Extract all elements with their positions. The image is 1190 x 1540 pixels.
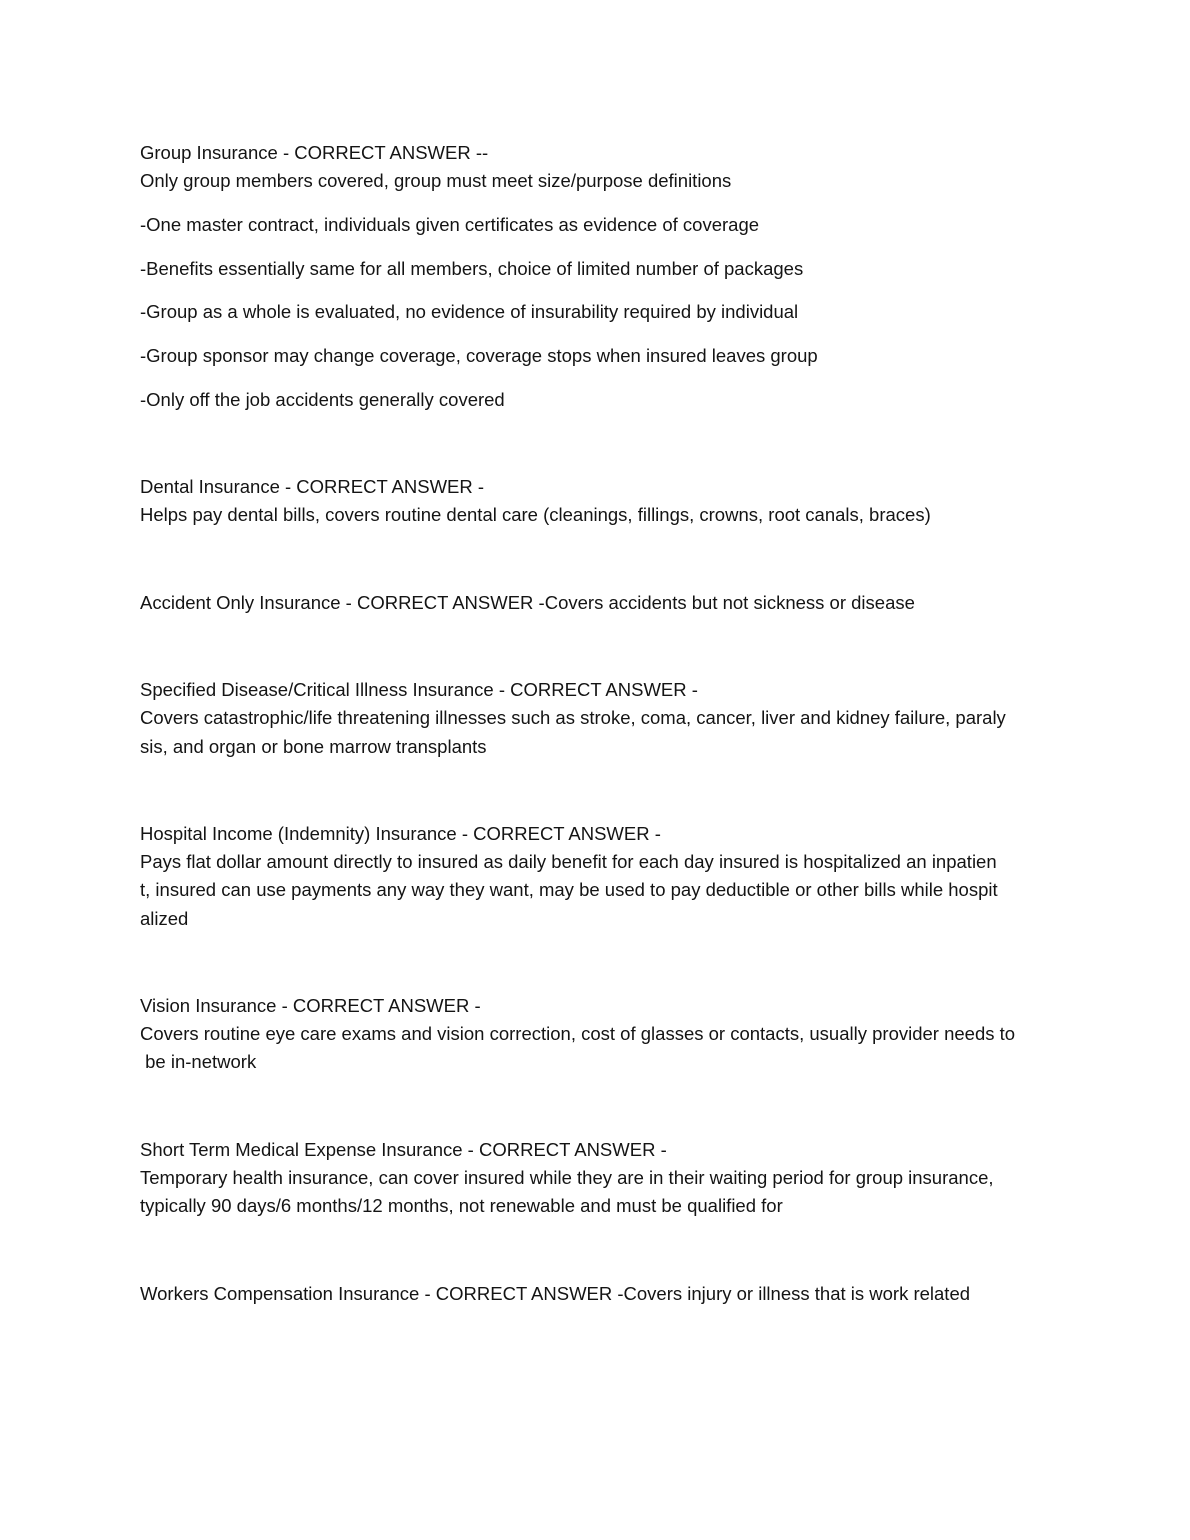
entry-text-line: -Group as a whole is evaluated, no evidence of insurability required by individual [140,301,799,322]
entry-term-line: Hospital Income (Indemnity) Insurance - CORRECT ANSWER - [140,823,661,844]
entry-text-line: Covers catastrophic/life threatening illnesses such as stroke, coma, cancer, liver and kidney failure, paraly [140,707,1006,728]
entry-text-line: Temporary health insurance, can cover insured while they are in their waiting period for group insurance, [140,1167,994,1188]
entry-term-line: Short Term Medical Expense Insurance - CORRECT ANSWER - [140,1139,667,1160]
entry-text-line: t, insured can use payments any way they want, may be used to pay deductible or other bills while hospit [140,879,998,900]
entry-text-line: -Only off the job accidents generally covered [140,389,505,410]
entry-text-line: Helps pay dental bills, covers routine dental care (cleanings, fillings, crowns, root canals, braces) [140,504,931,525]
entry-text-line: alized [140,908,189,929]
entry-term-line: Specified Disease/Critical Illness Insurance - CORRECT ANSWER - [140,679,698,700]
entry-text-line: -One master contract, individuals given certificates as evidence of coverage [140,214,760,235]
entry-text-line: be in-network [140,1051,257,1072]
entry-text-line: -Group sponsor may change coverage, coverage stops when insured leaves group [140,345,818,366]
entry-term-line: Accident Only Insurance - CORRECT ANSWER -Covers accidents but not sickness or disease [140,592,915,613]
entry-term-line: Dental Insurance - CORRECT ANSWER - [140,476,485,497]
entry-term-line: Group Insurance - CORRECT ANSWER -- [140,142,489,163]
entry-text-line: typically 90 days/6 months/12 months, not renewable and must be qualified for [140,1195,783,1216]
entry-term-line: Workers Compensation Insurance - CORRECT ANSWER -Covers injury or illness that is work related [140,1283,971,1304]
entry-text-line: Covers routine eye care exams and vision correction, cost of glasses or contacts, usually provider needs to [140,1023,1016,1044]
entry-text-line: Pays flat dollar amount directly to insured as daily benefit for each day insured is hospitalized an inpatien [140,851,997,872]
entry-text-line: -Benefits essentially same for all members, choice of limited number of packages [140,258,804,279]
entry-text-line: sis, and organ or bone marrow transplants [140,736,487,757]
entry-text-line: Only group members covered, group must meet size/purpose definitions [140,170,732,191]
entry-term-line: Vision Insurance - CORRECT ANSWER - [140,995,481,1016]
